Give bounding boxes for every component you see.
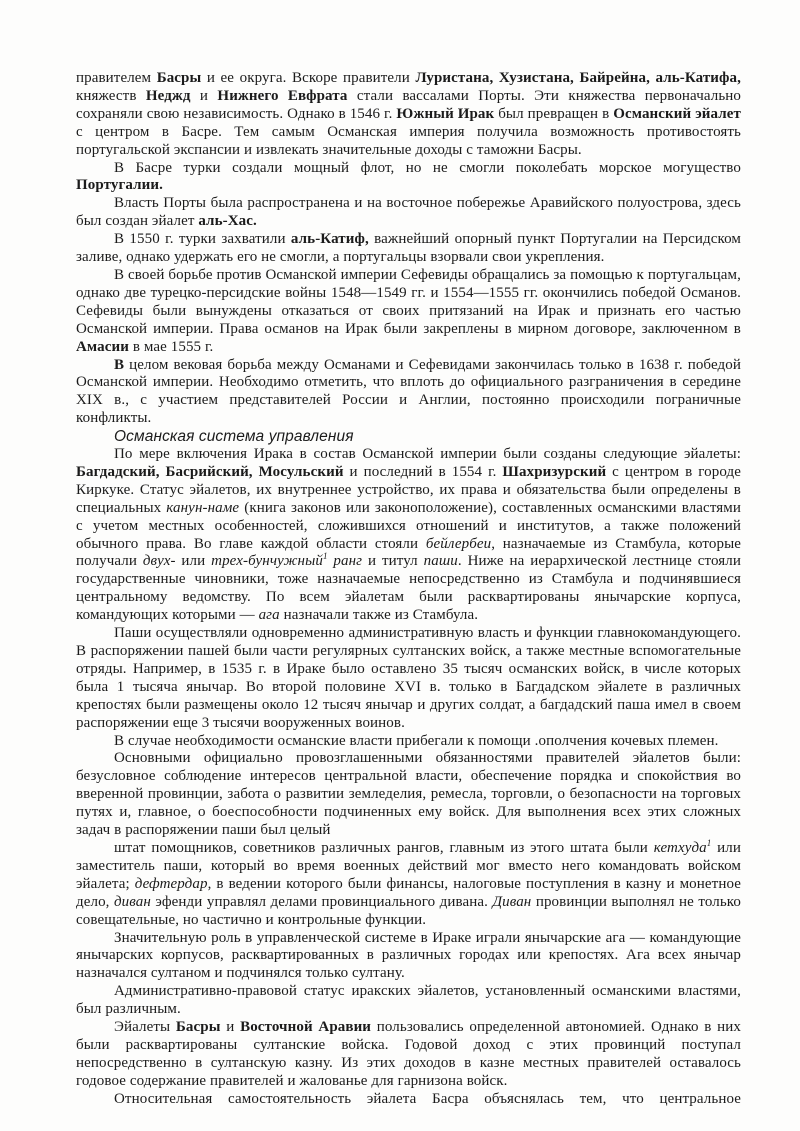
paragraph	[76, 625, 741, 732]
text-run: бейлербеи	[425, 535, 492, 552]
text-run: Османский эйалет	[613, 105, 741, 122]
text-run: целом вековая борьба между Османами и Сефевидами закончилась только в 1638 г. победой Османской империи. Необходимо отметить, что вплоть до официального разграничения в середине XIX в., с участием представителей России и Англии, постоянно происходили пограничные конфликты.	[76, 356, 741, 427]
text-run: По мере включения Ирака в состав Османской империи были созданы следующие эйалеты:	[114, 446, 741, 463]
paragraph	[76, 930, 741, 984]
text-run: правителем	[76, 70, 157, 86]
text-run: Багдадский, Басрийский, Мосульский	[76, 463, 344, 480]
footnote-marker: 1	[322, 551, 328, 562]
text-run: диван	[113, 893, 151, 910]
text-run: или	[175, 553, 212, 570]
paragraph	[76, 357, 741, 429]
text-run: провинции выполнял не только совещательные, но частично и контрольные функции.	[76, 893, 742, 928]
text-run: с центром в Басре. Тем самым Османская империя получила возможность противостоять португальской экспансии и извлекать значительные доходы с таможни Басры.	[76, 123, 741, 158]
text-run: Восточной Аравии	[240, 1019, 372, 1036]
text-run: Власть Порты была распространена и на восточное побережье Аравийского полуострова, здесь был создан эйалет	[76, 195, 741, 230]
text-run: княжеств	[76, 87, 146, 104]
text-run: трех-бунчужный	[211, 553, 323, 570]
paragraph	[76, 837, 742, 930]
text-run: дефтердар	[134, 875, 208, 892]
text-run: ага	[258, 607, 280, 624]
text-run: в мае 1555 г.	[129, 338, 214, 355]
text-run: (книга законов или законоположение), составленных османскими властями с учетом местных особенностей, сложившихся отношений и институтов, а также положений обычного права. Во главе каждой области стояли	[76, 499, 741, 552]
text-run: Шахризурский	[502, 463, 607, 480]
text-run: был превращен в	[494, 105, 614, 122]
text-run: пользовались определенной автономией. Однако в них были расквартированы султанские войска. Годовой доход с этих провинций поступал непосредственно в султанскую казну. Из этих доходов в казне местных правителей оставалось годовое содержание правителей и жалованье для гарнизона войск.	[76, 1019, 742, 1089]
text-run: ранг	[333, 553, 363, 570]
text-run: с центром в городе Киркуке. Статус эйалетов, их внутреннее устройство, их права и обязательства были определены в специальных	[76, 463, 741, 516]
text-run: Неджд	[145, 87, 191, 104]
footnote-marker: 1	[706, 837, 712, 848]
paragraph	[76, 160, 741, 196]
text-run: Диван	[492, 893, 532, 910]
paragraph	[76, 733, 741, 751]
text-run: В	[114, 356, 125, 373]
paragraph	[76, 983, 741, 1019]
text-run: Португалии.	[76, 177, 163, 194]
text-run: аль-Катиф,	[290, 231, 369, 248]
text-run: Паши осуществляли одновременно административную власть и функции главнокомандующего. В распоряжении пашей были части регулярных султанских войск, а также местные вспомогательные отряды. Например, в 1535 г. в Ираке было оставлено 35 тысяч османских войск, в числе которых была 1 тысяча янычар. Во второй половине XVI в. только в Багдадском эйалете в различных крепостях были размещены около 12 тысяч янычар и других солдат, а багдадский паша имел в своем распоряжении еще 3 тысячи вооруженных воинов.	[76, 625, 741, 731]
text-run: эфенди управлял делами провинциального дивана.	[150, 893, 493, 910]
text-run: или заместитель паши, который во время военных действий мог вместо него командовать войском эйалета;	[76, 839, 741, 892]
text-run: канун-наме	[166, 499, 240, 516]
text-run: назначали также из Стамбула.	[279, 607, 479, 624]
text-run: и ее округа. Вскоре правители	[201, 70, 416, 86]
text-run: В случае необходимости османские власти прибегали к помощи .ополчения кочевых племен.	[114, 732, 719, 749]
text-run: Южный Ирак	[396, 105, 495, 122]
text-run: и	[220, 1019, 241, 1036]
text-run: аль-Хас.	[198, 213, 257, 230]
text-run: , назначаемые из Стамбула, которые получали	[76, 535, 742, 570]
text-run: . Ниже на иерархической лестнице стояли государственные чиновники, тоже назначаемые непосредственно из Стамбула и подчинявшиеся центральному ведомству. По всем эйалетам были расквартированы янычарские корпуса, командующих которыми —	[76, 553, 741, 624]
text-run: Значительную роль в управленческой системе в Ираке играли янычарские ага — командующие янычарских корпусов, расквартированных в различных городах или крепостях. Ага всех янычар назначался султаном и подчинялся только султану.	[76, 929, 741, 982]
section-heading	[76, 428, 741, 446]
text-run: Административно-правовой статус иракских эйалетов, установленный османскими властями, был различным.	[76, 983, 741, 1018]
text-run: Эйалеты	[114, 1019, 176, 1036]
text-run: Басры	[175, 1019, 221, 1036]
paragraph	[76, 1091, 741, 1109]
paragraph	[76, 750, 741, 840]
text-run: В Басре турки создали мощный флот, но не смогли поколебать морское могущество	[114, 159, 741, 176]
text-run: и	[190, 87, 218, 104]
text-run: Основными официально провозглашенными обязанностями правителей эйалетов были: безусловное соблюдение интересов центральной власти, обеспечение порядка и спокойствия во вверенной провинции, забота о развитии земледелия, ремесла, торговли, о безопасности на торговых путях и, главное, о боеспособности подчиненных ему войск. Для выполнения всех этих сложных задач в распоряжении паши был целый	[76, 750, 741, 839]
text-run: Османская система управления	[114, 428, 354, 446]
paragraph	[76, 70, 741, 160]
text-run: В своей борьбе против Османской империи Сефевиды обращались за помощью к португальцам, однако две турецко-персидские войны 1548—1549 гг. и 1554—1555 гг. окончились победой Османов. Сефевиды были вынуждены отказаться от своих притязаний на Ирак и признать его частью Османской империи. Права османов на Ирак были закреплены в мирном договоре, заключенном в	[76, 266, 741, 337]
text-run: двух-	[142, 553, 176, 570]
text-run: , в ведении которого были финансы, налоговые поступления в казну и монетное дело,	[76, 875, 741, 910]
text-run: стали вассалами Порты. Эти княжества первоначально сохраняли свою независимость. Однако в 1546 г.	[76, 87, 741, 122]
page-text	[76, 70, 741, 1109]
text-run: В 1550 г. турки захватили	[114, 231, 291, 248]
text-run: и последний в 1554 г.	[343, 463, 503, 480]
text-run: важнейший опорный пункт Португалии на Персидском заливе, однако удержать его не смогли, а португальцы взорвали свои укрепления.	[76, 231, 741, 266]
text-run: и титул	[362, 553, 424, 570]
text-run: Амасии	[76, 338, 129, 355]
text-run: Нижнего Евфрата	[217, 87, 348, 104]
text-run: паши	[423, 553, 458, 570]
paragraph	[76, 195, 741, 231]
paragraph	[76, 231, 741, 267]
text-run: Относительная самостоятельность эйалета Басра объяснялась тем, что центральное	[114, 1090, 741, 1107]
paragraph	[76, 446, 741, 625]
text-run: кетхуда	[653, 839, 707, 856]
text-run: Басры	[156, 70, 202, 86]
text-run: Луристана, Хузистана, Байрейна, аль-Катифа,	[415, 70, 741, 86]
text-run: штат помощников, советников различных рангов, главным из этого штата были	[114, 839, 654, 856]
paragraph	[76, 267, 741, 357]
paragraph	[76, 1019, 741, 1091]
